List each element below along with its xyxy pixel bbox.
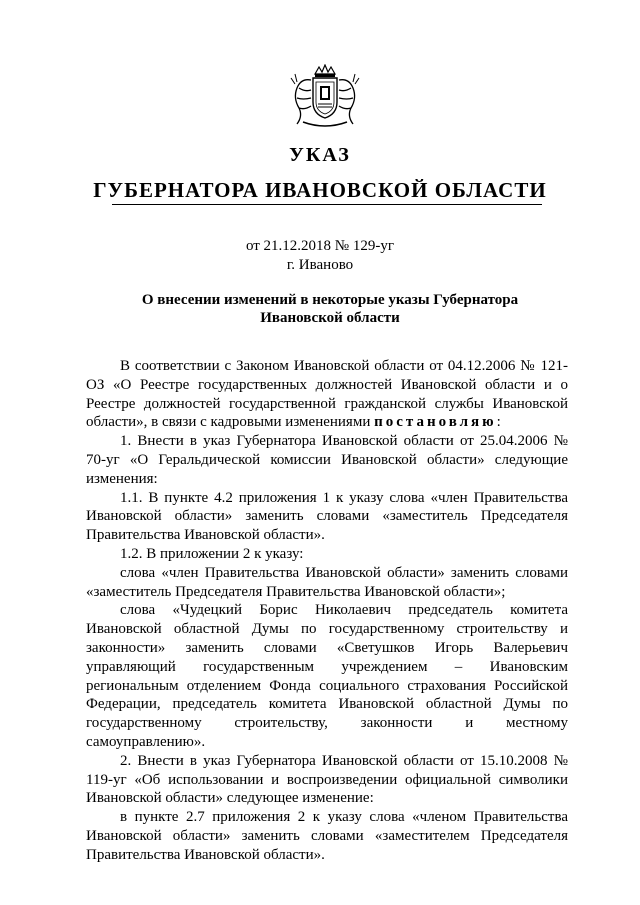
document-date-number: от 21.12.2018 № 129-уг bbox=[245, 238, 395, 254]
body-paragraph-1-2-b: слова «Чудецкий Борис Николаевич председатель комитета Ивановской областной Думы по государственному строительству и законности» заменить словами «Светушков Игорь Валерьевич управляющий государственным учреждением – Ивановским региональным отделением Фонда социального страхования Российской Федерации, председатель комитета Ивановской областной Думы по государственному строительству, законности и местному самоуправлению». bbox=[86, 602, 568, 750]
body-paragraph-1-2: 1.2. В приложении 2 к указу: bbox=[120, 545, 304, 562]
document-subject: О внесении изменений в некоторые указы Губернатора Ивановской области bbox=[141, 292, 519, 326]
preamble-text: В соответствии с Законом Ивановской области от 04.12.2006 № 121-ОЗ «О Реестре государственных должностей Ивановской области и о Реестре должностей государственной гражданской службы Ивановской области», в связи с кадровыми изменениями bbox=[86, 358, 568, 431]
document-issuer: ГУБЕРНАТОРА ИВАНОВСКОЙ ОБЛАСТИ bbox=[93, 178, 547, 202]
coat-of-arms-icon bbox=[289, 64, 361, 130]
decree-word: постановляю bbox=[374, 414, 497, 431]
issuer-underline bbox=[112, 204, 542, 205]
body-paragraph-2: 2. Внести в указ Губернатора Ивановской области от 15.10.2008 № 119-уг «Об использовании и воспроизведении официальной символики Ивановской области» следующее изменение: bbox=[86, 752, 568, 807]
decree-colon: : bbox=[496, 414, 501, 431]
body-paragraph-2-a: в пункте 2.7 приложения 2 к указу слова «членом Правительства Ивановской области» заменить словами «заместителем Председателя Правительства Ивановской области». bbox=[86, 809, 568, 863]
body-paragraph-1-2-a: слова «член Правительства Ивановской области» заменить словами «заместитель Председателя Правительства Ивановской области»; bbox=[86, 564, 568, 600]
body-paragraph-1-1: 1.1. В пункте 4.2 приложения 1 к указу слова «член Правительства Ивановской области» заменить словами «заместитель Председателя Правительства Ивановской области». bbox=[86, 489, 568, 544]
document-body bbox=[86, 357, 568, 865]
document-heading: УКАЗ bbox=[289, 144, 351, 166]
preamble-paragraph bbox=[86, 357, 568, 432]
body-paragraph-1: 1. Внести в указ Губернатора Ивановской области от 25.04.2006 № 70-уг «О Геральдической комиссии Ивановской области» следующие изменения: bbox=[86, 433, 568, 487]
document-city: г. Иваново bbox=[286, 257, 354, 273]
